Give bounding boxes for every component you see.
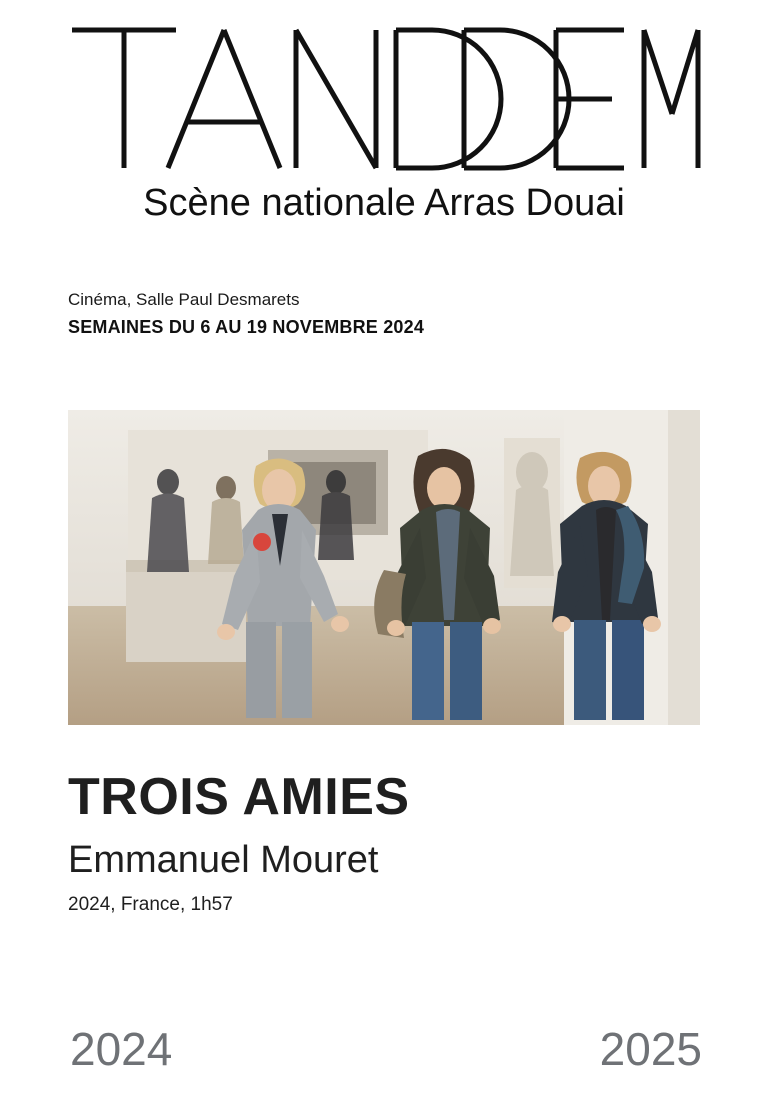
film-details: 2024, France, 1h57 xyxy=(68,894,233,915)
season-footer xyxy=(0,1021,768,1081)
season-year-end: 2025 xyxy=(599,1023,702,1075)
film-title: TROIS AMIES xyxy=(68,768,410,826)
film-director: Emmanuel Mouret xyxy=(68,839,379,881)
tandem-logo xyxy=(0,18,768,178)
season-year-start: 2024 xyxy=(70,1023,173,1075)
date-range-label: SEMAINES DU 6 AU 19 NOVEMBRE 2024 xyxy=(68,317,425,337)
venue-label: Cinéma, Salle Paul Desmarets xyxy=(68,290,300,309)
film-still-illustration xyxy=(68,410,700,725)
event-meta xyxy=(68,288,708,340)
brand-tagline: Scène nationale Arras Douai xyxy=(143,182,625,224)
film-info xyxy=(68,768,708,918)
brand-header xyxy=(0,18,768,226)
tandem-logo-icon xyxy=(64,18,704,178)
film-still-image xyxy=(68,410,700,725)
